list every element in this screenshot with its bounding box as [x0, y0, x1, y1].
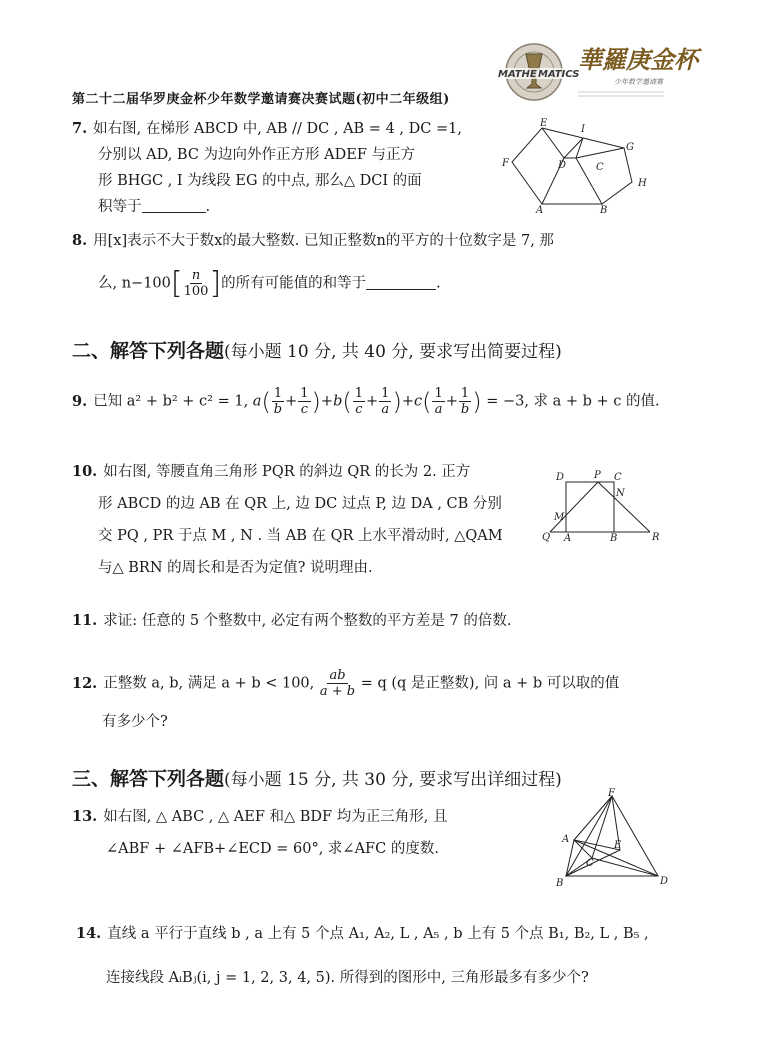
- q13-line2: ∠ABF + ∠AFB+∠ECD = 60°, 求∠AFC 的度数.: [106, 841, 439, 857]
- q9-frac-2c-bottom: c: [355, 402, 363, 417]
- q7-period: .: [205, 199, 211, 215]
- q14-line1: 直线 a 平行于直线 b , a 上有 5 个点 A₁, A₂, L , A₅ , b 上有 5 个点 B₁, B₂, L , B₅ ,: [107, 926, 649, 942]
- q8-line2-post: 的所有可能值的和等于: [221, 275, 367, 292]
- q9-term-c: +c: [401, 393, 423, 410]
- q7-label-E: E: [540, 118, 548, 129]
- q9-frac-3b-top: 1: [460, 386, 470, 401]
- q13-label-F: F: [608, 788, 615, 799]
- q9-paren-2l: (: [342, 387, 352, 416]
- q13-label-A: A: [562, 834, 570, 845]
- q9-frac-3a: [432, 386, 444, 417]
- q7-line2: 分别以 AD, BC 为边向外作正方形 ADEF 与正方: [98, 147, 415, 163]
- q9-frac-3b: [459, 386, 471, 417]
- q10-line3: 交 PQ , PR 于点 M , N . 当 AB 在 QR 上水平滑动时, △QAM: [98, 528, 503, 544]
- q13-label-E: E: [614, 840, 622, 851]
- q10-label-B: B: [610, 533, 618, 544]
- q12-frac-bottom: a + b: [319, 684, 356, 699]
- q8-frac-bottom: 100: [183, 284, 209, 299]
- q10-label-P: P: [594, 470, 601, 481]
- q10-line4: 与△ BRN 的周长和是否为定值? 说明理由.: [98, 560, 373, 576]
- q12-number: 12.: [72, 674, 98, 692]
- q8-left-bracket: [: [170, 265, 183, 301]
- section-3-note: (每小题 15 分, 共 30 分, 要求写出详细过程): [224, 770, 562, 790]
- section-2-note: (每小题 10 分, 共 40 分, 要求写出简要过程): [224, 342, 562, 362]
- q7-label-B: B: [600, 205, 608, 216]
- section-2-heading: [72, 336, 562, 363]
- q8-line2-pre: 么, n−100: [98, 275, 171, 292]
- q9-paren-2r: ): [392, 387, 402, 416]
- q10-label-A: A: [564, 533, 572, 544]
- question-11: [72, 608, 712, 634]
- logo-text-left: MATHE: [498, 69, 537, 80]
- q7-line3: 形 BHGC , I 为线段 EG 的中点, 那么△ DCI 的面: [98, 173, 422, 189]
- q13-figure: [552, 788, 676, 892]
- question-12: [72, 668, 712, 735]
- q12-fraction: [320, 668, 355, 699]
- q9-paren-3r: ): [472, 387, 482, 416]
- q7-label-G: G: [626, 142, 634, 153]
- q11-text: 求证: 任意的 5 个整数中, 必定有两个整数的平方差是 7 的倍数.: [103, 613, 512, 629]
- q9-term-b: +b: [320, 393, 343, 410]
- q10-label-R: R: [652, 532, 660, 543]
- q10-label-Q: Q: [542, 532, 551, 543]
- q9-frac-3a-bottom: a: [434, 402, 443, 417]
- q12-pre: 正整数 a, b, 满足 a + b < 100,: [103, 675, 315, 692]
- q13-label-B: B: [556, 878, 564, 889]
- q9-frac-1b: [272, 386, 284, 417]
- q9-frac-1c-bottom: c: [300, 402, 309, 417]
- q13-number: 13.: [72, 808, 98, 825]
- q9-pre: 已知 a² + b² + c² = 1,: [93, 393, 249, 410]
- question-10: [72, 456, 550, 584]
- q10-label-D: D: [556, 472, 565, 483]
- q10-line1: 如右图, 等腰直角三角形 PQR 的斜边 QR 的长为 2. 正方: [103, 464, 471, 480]
- q9-plus-2: +: [366, 393, 379, 410]
- q13-label-D: D: [660, 876, 669, 887]
- logo-chinese-text: 華羅庚金杯: [578, 45, 698, 74]
- question-13: [72, 802, 542, 864]
- competition-logo: [494, 38, 698, 106]
- q8-number: 8.: [72, 232, 88, 249]
- q9-term-a: a: [252, 393, 262, 410]
- question-14: [76, 920, 736, 992]
- q7-label-F: F: [502, 158, 509, 169]
- section-2-title: 二、解答下列各题: [72, 340, 225, 362]
- q12-post: = q (q 是正整数), 问 a + b 可以取的值: [360, 675, 620, 692]
- q12-line2: 有多少个?: [102, 714, 168, 730]
- q8-answer-blank[interactable]: [366, 275, 436, 290]
- q9-number: 9.: [72, 392, 88, 410]
- q9-frac-1b-bottom: b: [273, 402, 283, 417]
- question-9: [72, 386, 712, 417]
- q14-number: 14.: [76, 925, 102, 942]
- q7-answer-blank[interactable]: [142, 198, 206, 213]
- q9-frac-1c: [298, 386, 310, 417]
- question-7: [72, 116, 492, 220]
- section-3-heading: [72, 764, 562, 791]
- q10-figure: [540, 468, 664, 544]
- q8-line1: 用[x]表示不大于数x的最大整数. 已知正整数n的平方的十位数字是 7, 那: [93, 233, 554, 249]
- q9-frac-2c: [353, 386, 365, 417]
- q7-label-D: D: [558, 160, 567, 171]
- q7-line4: 积等于: [98, 199, 142, 215]
- q8-period: .: [436, 275, 441, 292]
- q9-plus-3: +: [445, 393, 458, 410]
- q9-frac-2c-top: 1: [354, 386, 364, 401]
- q7-number: 7.: [72, 120, 88, 137]
- q9-paren-1l: (: [261, 387, 271, 416]
- q14-line2: 连接线段 AᵢBⱼ(i, j = 1, 2, 3, 4, 5). 所得到的图形中, 三角形最多有多少个?: [106, 970, 589, 986]
- q10-line2: 形 ABCD 的边 AB 在 QR 上, 边 DC 过点 P, 边 DA , CB 分别: [98, 496, 502, 512]
- q8-fraction: [184, 268, 209, 299]
- question-8: [72, 228, 692, 299]
- q10-number: 10.: [72, 463, 98, 480]
- q7-label-I: I: [581, 124, 585, 135]
- q9-paren-1r: ): [311, 387, 321, 416]
- q8-right-bracket: ]: [209, 265, 222, 301]
- logo-subtitle: 少年数学邀请赛: [614, 78, 663, 86]
- q9-frac-1c-top: 1: [300, 386, 309, 401]
- q13-line1: 如右图, △ ABC , △ AEF 和△ BDF 均为正三角形, 且: [103, 809, 448, 825]
- q7-figure: [496, 118, 656, 214]
- q7-label-A: A: [536, 205, 544, 216]
- q7-label-C: C: [596, 162, 604, 173]
- q9-frac-3a-top: 1: [434, 386, 443, 401]
- q9-paren-3l: (: [422, 387, 432, 416]
- q7-label-H: H: [638, 178, 647, 189]
- q10-label-C: C: [614, 472, 622, 483]
- q11-number: 11.: [72, 612, 98, 629]
- section-3-title: 三、解答下列各题: [72, 768, 225, 790]
- q9-equation-end: = −3, 求 a + b + c 的值.: [486, 393, 660, 410]
- q9-frac-3b-bottom: b: [460, 402, 470, 417]
- q9-frac-2a-bottom: a: [381, 402, 390, 417]
- q7-line1: 如右图, 在梯形 ABCD 中, AB // DC , AB = 4 , DC =1,: [93, 121, 462, 137]
- q13-label-C: C: [586, 858, 594, 869]
- q10-label-N: N: [616, 488, 625, 499]
- q9-frac-2a-top: 1: [381, 386, 390, 401]
- q12-frac-top: ab: [329, 668, 346, 683]
- q9-frac-2a: [379, 386, 391, 417]
- header-title: 第二十二届华罗庚金杯少年数学邀请赛决赛试题(初中二年级组): [72, 92, 450, 107]
- q10-label-M: M: [554, 512, 565, 523]
- logo-text-right: MATICS: [538, 69, 580, 80]
- q8-frac-top: n: [191, 268, 201, 283]
- q9-plus-1: +: [285, 393, 298, 410]
- q9-frac-1b-top: 1: [273, 386, 283, 401]
